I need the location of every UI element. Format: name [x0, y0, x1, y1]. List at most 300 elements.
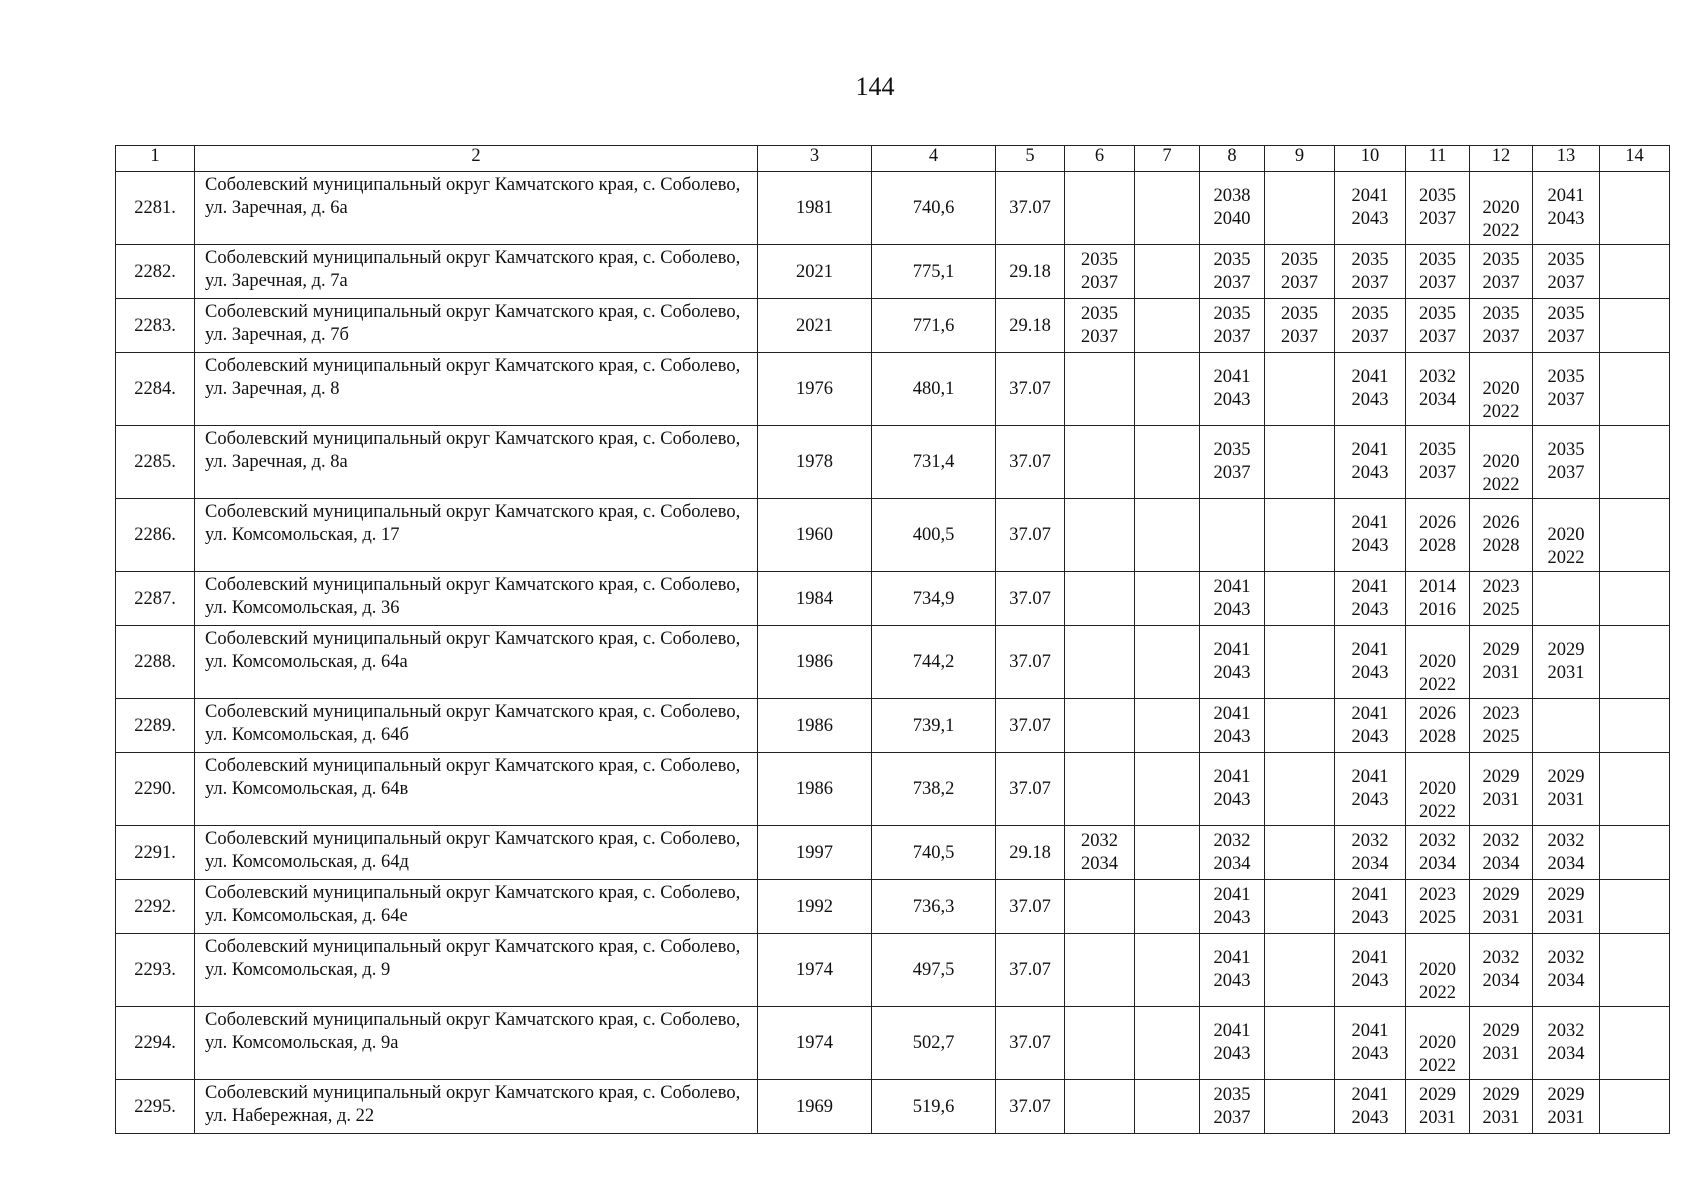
period-range: [1214, 1020, 1251, 1066]
period-end: 2043: [1213, 1044, 1251, 1064]
period-cell-10: [1335, 426, 1406, 499]
address-cell: [195, 572, 758, 626]
period-start: 2035: [1482, 303, 1520, 324]
period-cell-7: [1135, 172, 1200, 245]
period-end: 2043: [1213, 599, 1251, 620]
period-cell-8: [1200, 172, 1265, 245]
period-cell-8: [1200, 426, 1265, 499]
period-cell-14: [1600, 426, 1670, 499]
period-end: 2031: [1547, 790, 1585, 810]
period-range: [1483, 703, 1520, 749]
period-start: 2020: [1482, 198, 1520, 218]
period-range: [1548, 249, 1585, 295]
period-cell-10: [1335, 245, 1406, 299]
period-cell-10: [1335, 1080, 1406, 1134]
period-cell-8: [1200, 880, 1265, 934]
period-end: 2022: [1419, 1056, 1456, 1076]
period-end: 2028: [1482, 536, 1520, 556]
build-year-cell: 1984: [758, 572, 872, 626]
row-number: 2295.: [116, 1080, 195, 1134]
period-end: 2043: [1351, 1107, 1389, 1128]
period-cell-13: [1533, 299, 1600, 353]
period-cell-10: [1335, 1007, 1406, 1080]
period-cell-12: [1470, 699, 1533, 753]
address-cell: [195, 426, 758, 499]
period-start: 2035: [1081, 249, 1118, 270]
code-cell: 37.07: [996, 572, 1065, 626]
address-text: Соболевский муниципальный округ Камчатского края, с. Соболево, ул. Набережная, д. 22: [205, 1083, 741, 1126]
period-start: 2041: [1213, 1021, 1251, 1041]
table-row: [116, 353, 1670, 426]
period-start: 2032: [1482, 948, 1520, 968]
period-range: [1419, 303, 1456, 349]
column-header-10: 10: [1335, 146, 1406, 172]
period-cell-12: [1470, 353, 1533, 426]
period-range: [1419, 651, 1456, 697]
period-cell-14: [1600, 1007, 1670, 1080]
period-cell-9: [1265, 1007, 1335, 1080]
area-cell: 744,2: [872, 626, 996, 699]
period-end: 2025: [1482, 599, 1520, 620]
period-range: [1483, 639, 1520, 685]
period-cell-6: [1065, 934, 1135, 1007]
period-start: 2041: [1351, 513, 1389, 533]
period-end: 2031: [1482, 907, 1520, 928]
period-start: 2035: [1213, 440, 1251, 460]
period-range: [1419, 366, 1456, 412]
period-range: [1352, 766, 1389, 812]
period-range: [1483, 947, 1520, 993]
build-year-cell: 2021: [758, 245, 872, 299]
period-start: 2041: [1351, 440, 1389, 460]
period-start: 2035: [1419, 249, 1456, 270]
row-number: 2281.: [116, 172, 195, 245]
period-cell-10: [1335, 826, 1406, 880]
period-range: [1548, 766, 1585, 812]
period-range: [1352, 366, 1389, 412]
period-cell-9: [1265, 172, 1335, 245]
period-start: 2032: [1213, 830, 1251, 851]
period-range: [1483, 576, 1520, 622]
period-range: [1483, 197, 1520, 243]
period-range: [1352, 947, 1389, 993]
period-cell-7: [1135, 1080, 1200, 1134]
column-header-11: 11: [1406, 146, 1470, 172]
period-start: 2035: [1351, 249, 1389, 270]
period-cell-7: [1135, 426, 1200, 499]
period-end: 2037: [1419, 326, 1456, 347]
period-cell-10: [1335, 880, 1406, 934]
column-header-9: 9: [1265, 146, 1335, 172]
period-cell-6: [1065, 299, 1135, 353]
address-text: Соболевский муниципальный округ Камчатского края, с. Соболево, ул. Комсомольская, д. 64б: [205, 702, 741, 745]
area-cell: 497,5: [872, 934, 996, 1007]
period-range: [1214, 303, 1251, 349]
period-range: [1483, 830, 1520, 876]
period-cell-11: [1406, 499, 1470, 572]
period-range: [1548, 439, 1585, 485]
build-year-cell: 2021: [758, 299, 872, 353]
column-header-3: 3: [758, 146, 872, 172]
code-cell: 37.07: [996, 626, 1065, 699]
period-end: 2043: [1351, 790, 1389, 810]
address-text: Соболевский муниципальный округ Камчатского края, с. Соболево, ул. Комсомольская, д. 64е: [205, 883, 741, 926]
table-row: [116, 880, 1670, 934]
period-start: 2032: [1547, 948, 1585, 968]
period-end: 2037: [1281, 326, 1318, 347]
period-cell-6: [1065, 626, 1135, 699]
period-end: 2037: [1081, 272, 1118, 293]
table-row: [116, 572, 1670, 626]
period-end: 2022: [1419, 675, 1456, 695]
period-end: 2037: [1351, 326, 1389, 347]
period-start: 2023: [1482, 576, 1520, 597]
build-year-cell: 1976: [758, 353, 872, 426]
period-end: 2043: [1351, 907, 1389, 928]
row-number: 2292.: [116, 880, 195, 934]
period-cell-9: [1265, 1080, 1335, 1134]
code-cell: 29.18: [996, 299, 1065, 353]
period-end: 2034: [1547, 1044, 1585, 1064]
period-cell-14: [1600, 699, 1670, 753]
period-cell-11: [1406, 753, 1470, 826]
code-cell: 37.07: [996, 934, 1065, 1007]
period-range: [1548, 830, 1585, 876]
period-start: 2032: [1547, 830, 1585, 851]
period-cell-10: [1335, 753, 1406, 826]
period-start: 2023: [1482, 703, 1520, 724]
period-range: [1352, 303, 1389, 349]
period-start: 2029: [1482, 1084, 1520, 1105]
period-cell-9: [1265, 572, 1335, 626]
period-start: 2029: [1547, 1084, 1585, 1105]
period-range: [1548, 1084, 1585, 1130]
period-cell-11: [1406, 880, 1470, 934]
period-cell-8: [1200, 572, 1265, 626]
row-number: 2283.: [116, 299, 195, 353]
period-start: 2035: [1281, 249, 1318, 270]
period-start: 2020: [1419, 960, 1456, 980]
period-start: 2023: [1419, 884, 1456, 905]
period-range: [1548, 1020, 1585, 1066]
period-end: 2037: [1281, 272, 1318, 293]
period-cell-8: [1200, 1080, 1265, 1134]
period-start: 2032: [1351, 830, 1389, 851]
period-range: [1548, 524, 1585, 570]
period-end: 2037: [1547, 390, 1585, 410]
address-text: Соболевский муниципальный округ Камчатского края, с. Соболево, ул. Заречная, д. 7б: [205, 302, 741, 345]
period-end: 2022: [1419, 983, 1456, 1003]
period-start: 2029: [1547, 640, 1585, 660]
period-end: 2037: [1482, 326, 1520, 347]
area-cell: 739,1: [872, 699, 996, 753]
address-cell: [195, 245, 758, 299]
period-end: 2031: [1419, 1107, 1456, 1128]
period-end: 2034: [1081, 853, 1118, 874]
period-cell-8: [1200, 299, 1265, 353]
area-cell: 740,5: [872, 826, 996, 880]
period-end: 2037: [1213, 1107, 1251, 1128]
period-cell-13: [1533, 934, 1600, 1007]
table-row: [116, 934, 1670, 1007]
period-end: 2043: [1351, 1044, 1389, 1064]
code-cell: 37.07: [996, 426, 1065, 499]
column-header-6: 6: [1065, 146, 1135, 172]
period-cell-13: [1533, 826, 1600, 880]
period-end: 2043: [1351, 536, 1389, 556]
period-end: 2037: [1213, 326, 1251, 347]
period-range: [1548, 947, 1585, 993]
period-cell-13: [1533, 626, 1600, 699]
period-cell-14: [1600, 353, 1670, 426]
period-range: [1352, 512, 1389, 558]
period-start: 2029: [1482, 884, 1520, 905]
period-cell-12: [1470, 934, 1533, 1007]
period-start: 2020: [1419, 652, 1456, 672]
period-end: 2037: [1547, 272, 1585, 293]
build-year-cell: 1986: [758, 753, 872, 826]
period-range: [1419, 1084, 1456, 1130]
period-start: 2041: [1351, 703, 1389, 724]
period-start: 2035: [1547, 249, 1585, 270]
build-year-cell: 1981: [758, 172, 872, 245]
address-text: Соболевский муниципальный округ Камчатского края, с. Соболево, ул. Заречная, д. 8а: [205, 429, 741, 472]
period-end: 2043: [1213, 790, 1251, 810]
housing-registry-table: [115, 145, 1670, 1134]
period-cell-10: [1335, 353, 1406, 426]
period-cell-8: [1200, 753, 1265, 826]
build-year-cell: 1992: [758, 880, 872, 934]
period-cell-12: [1470, 880, 1533, 934]
period-start: 2041: [1351, 767, 1389, 787]
period-range: [1214, 576, 1251, 622]
period-cell-14: [1600, 1080, 1670, 1134]
period-cell-9: [1265, 245, 1335, 299]
period-cell-7: [1135, 699, 1200, 753]
period-range: [1281, 303, 1318, 349]
period-end: 2043: [1351, 463, 1389, 483]
period-range: [1214, 884, 1251, 930]
period-end: 2037: [1081, 326, 1118, 347]
period-start: 2041: [1213, 767, 1251, 787]
period-end: 2043: [1213, 971, 1251, 991]
period-end: 2031: [1482, 1107, 1520, 1128]
period-end: 2037: [1213, 272, 1251, 293]
period-range: [1352, 249, 1389, 295]
area-cell: 502,7: [872, 1007, 996, 1080]
period-cell-9: [1265, 934, 1335, 1007]
period-start: 2041: [1351, 884, 1389, 905]
period-start: 2041: [1351, 367, 1389, 387]
code-cell: 37.07: [996, 1007, 1065, 1080]
area-cell: 738,2: [872, 753, 996, 826]
row-number: 2282.: [116, 245, 195, 299]
period-cell-14: [1600, 826, 1670, 880]
period-end: 2034: [1419, 390, 1456, 410]
period-end: 2043: [1351, 726, 1389, 747]
period-range: [1419, 830, 1456, 876]
period-cell-11: [1406, 1080, 1470, 1134]
period-cell-12: [1470, 499, 1533, 572]
row-number: 2294.: [116, 1007, 195, 1080]
period-cell-12: [1470, 1007, 1533, 1080]
period-cell-6: [1065, 880, 1135, 934]
period-cell-10: [1335, 499, 1406, 572]
period-range: [1419, 185, 1456, 231]
period-start: 2041: [1351, 948, 1389, 968]
period-cell-9: [1265, 299, 1335, 353]
page-number: 144: [855, 72, 895, 101]
period-cell-8: [1200, 626, 1265, 699]
period-start: 2041: [1351, 186, 1389, 206]
period-cell-11: [1406, 172, 1470, 245]
address-text: Соболевский муниципальный округ Камчатского края, с. Соболево, ул. Комсомольская, д. 64д: [205, 829, 741, 872]
period-cell-8: [1200, 1007, 1265, 1080]
period-start: 2026: [1419, 513, 1456, 533]
column-header-13: 13: [1533, 146, 1600, 172]
period-range: [1214, 947, 1251, 993]
period-start: 2035: [1213, 249, 1251, 270]
period-cell-13: [1533, 172, 1600, 245]
area-cell: 740,6: [872, 172, 996, 245]
table-row: [116, 245, 1670, 299]
period-range: [1081, 303, 1118, 349]
period-range: [1419, 249, 1456, 295]
period-end: 2022: [1482, 402, 1520, 422]
period-range: [1081, 830, 1118, 876]
table-row: [116, 299, 1670, 353]
address-cell: [195, 499, 758, 572]
period-cell-7: [1135, 299, 1200, 353]
period-range: [1214, 639, 1251, 685]
period-end: 2037: [1547, 326, 1585, 347]
period-end: 2031: [1547, 907, 1585, 928]
period-cell-7: [1135, 826, 1200, 880]
period-start: 2020: [1547, 525, 1585, 545]
period-range: [1483, 766, 1520, 812]
period-cell-13: [1533, 572, 1600, 626]
period-start: 2041: [1213, 367, 1251, 387]
period-cell-13: [1533, 1007, 1600, 1080]
period-range: [1352, 703, 1389, 749]
period-range: [1548, 303, 1585, 349]
address-text: Соболевский муниципальный округ Камчатского края, с. Соболево, ул. Комсомольская, д. 64а: [205, 629, 741, 672]
code-cell: 37.07: [996, 353, 1065, 426]
column-header-5: 5: [996, 146, 1065, 172]
period-end: 2043: [1213, 390, 1251, 410]
period-start: 2041: [1547, 186, 1585, 206]
period-cell-9: [1265, 353, 1335, 426]
period-cell-13: [1533, 880, 1600, 934]
period-cell-12: [1470, 299, 1533, 353]
build-year-cell: 1969: [758, 1080, 872, 1134]
period-cell-9: [1265, 826, 1335, 880]
period-cell-13: [1533, 753, 1600, 826]
period-cell-14: [1600, 626, 1670, 699]
period-cell-13: [1533, 353, 1600, 426]
period-start: 2035: [1213, 1084, 1251, 1105]
period-range: [1483, 884, 1520, 930]
period-end: 2037: [1213, 463, 1251, 483]
period-end: 2031: [1547, 663, 1585, 683]
period-cell-13: [1533, 499, 1600, 572]
period-start: 2026: [1419, 703, 1456, 724]
address-cell: [195, 826, 758, 880]
column-header-4: 4: [872, 146, 996, 172]
area-cell: 400,5: [872, 499, 996, 572]
code-cell: 37.07: [996, 880, 1065, 934]
period-end: 2028: [1419, 726, 1456, 747]
table-row: [116, 626, 1670, 699]
period-cell-13: [1533, 426, 1600, 499]
period-range: [1214, 249, 1251, 295]
area-cell: 734,9: [872, 572, 996, 626]
period-cell-10: [1335, 572, 1406, 626]
period-end: 2031: [1482, 790, 1520, 810]
period-start: 2035: [1547, 303, 1585, 324]
period-cell-7: [1135, 353, 1200, 426]
period-end: 2037: [1547, 463, 1585, 483]
table-row: [116, 699, 1670, 753]
period-cell-13: [1533, 245, 1600, 299]
column-header-7: 7: [1135, 146, 1200, 172]
period-end: 2043: [1547, 209, 1585, 229]
period-range: [1352, 439, 1389, 485]
period-range: [1548, 639, 1585, 685]
period-range: [1483, 303, 1520, 349]
period-cell-7: [1135, 499, 1200, 572]
period-end: 2034: [1482, 971, 1520, 991]
build-year-cell: 1960: [758, 499, 872, 572]
period-cell-7: [1135, 880, 1200, 934]
period-range: [1352, 185, 1389, 231]
build-year-cell: 1974: [758, 934, 872, 1007]
period-cell-10: [1335, 699, 1406, 753]
period-start: 2035: [1281, 303, 1318, 324]
column-header-12: 12: [1470, 146, 1533, 172]
period-start: 2029: [1547, 884, 1585, 905]
period-range: [1214, 703, 1251, 749]
period-cell-9: [1265, 753, 1335, 826]
table-row: [116, 753, 1670, 826]
period-end: 2034: [1213, 853, 1251, 874]
period-cell-11: [1406, 572, 1470, 626]
address-cell: [195, 626, 758, 699]
address-cell: [195, 880, 758, 934]
period-cell-11: [1406, 426, 1470, 499]
period-start: 2035: [1419, 440, 1456, 460]
period-cell-9: [1265, 880, 1335, 934]
address-cell: [195, 934, 758, 1007]
table-row: [116, 426, 1670, 499]
address-cell: [195, 1080, 758, 1134]
build-year-cell: 1978: [758, 426, 872, 499]
table-row: [116, 499, 1670, 572]
period-cell-14: [1600, 572, 1670, 626]
table-row: [116, 172, 1670, 245]
period-range: [1352, 576, 1389, 622]
period-start: 2029: [1482, 640, 1520, 660]
period-start: 2020: [1482, 452, 1520, 472]
period-end: 2031: [1482, 663, 1520, 683]
period-start: 2029: [1547, 767, 1585, 787]
period-range: [1483, 1020, 1520, 1066]
period-cell-6: [1065, 426, 1135, 499]
period-cell-14: [1600, 934, 1670, 1007]
period-cell-8: [1200, 699, 1265, 753]
period-cell-11: [1406, 353, 1470, 426]
address-text: Соболевский муниципальный округ Камчатского края, с. Соболево, ул. Комсомольская, д. 17: [205, 502, 741, 545]
